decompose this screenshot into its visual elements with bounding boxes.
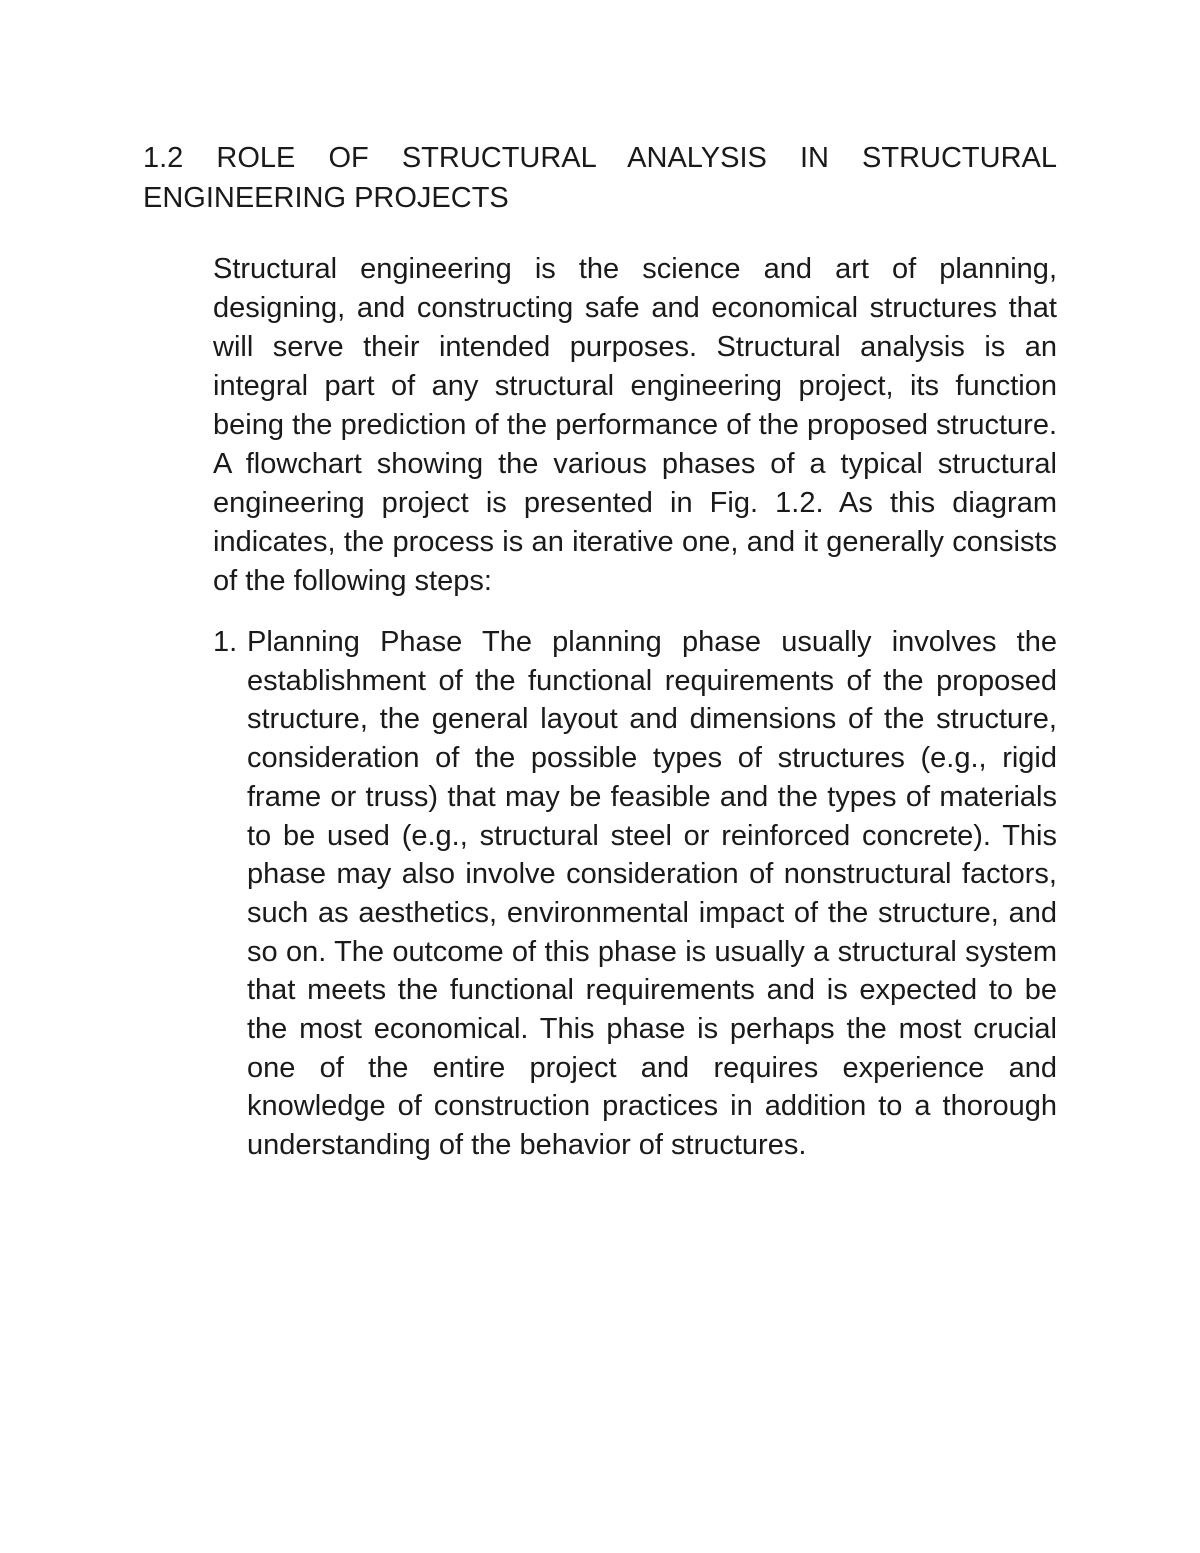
intro-paragraph: Structural engineering is the science and art of planning, designing, and constructing safe and economical structures that will serve their intended purposes. Structural analysis is an integral part of any structural engineering project, its function being the prediction of the performance of the proposed structure. A flowchart showing the various phases of a typical structural engineering project is presented in Fig. 1.2. As this diagram indicates, the process is an iterative one, and it generally consists of the following steps: [213,253,1057,597]
step-number: 1. [213,626,238,658]
section-heading: 1.2 ROLE OF STRUCTURAL ANALYSIS IN STRUCTURAL ENGINEERING PROJECTS [143,142,1057,214]
document-page [143,138,1057,1165]
list-item [213,623,1057,1165]
step-text: Planning Phase The planning phase usually involves the establishment of the functional requirements of the proposed structure, the general layout and dimensions of the structure, consideration of the possible types of structures (e.g., rigid frame or truss) that may be feasible and the types of materials to be used (e.g., structural steel or reinforced concrete). This phase may also involve consideration of nonstructural factors, such as aesthetics, environmental impact of the structure, and so on. The outcome of this phase is usually a structural system that meets the functional requirements and is expected to be the most economical. This phase is perhaps the most crucial one of the entire project and requires experience and knowledge of construction practices in addition to a thorough understanding of the behavior of structures. [247,626,1057,1162]
steps-list [213,623,1057,1165]
